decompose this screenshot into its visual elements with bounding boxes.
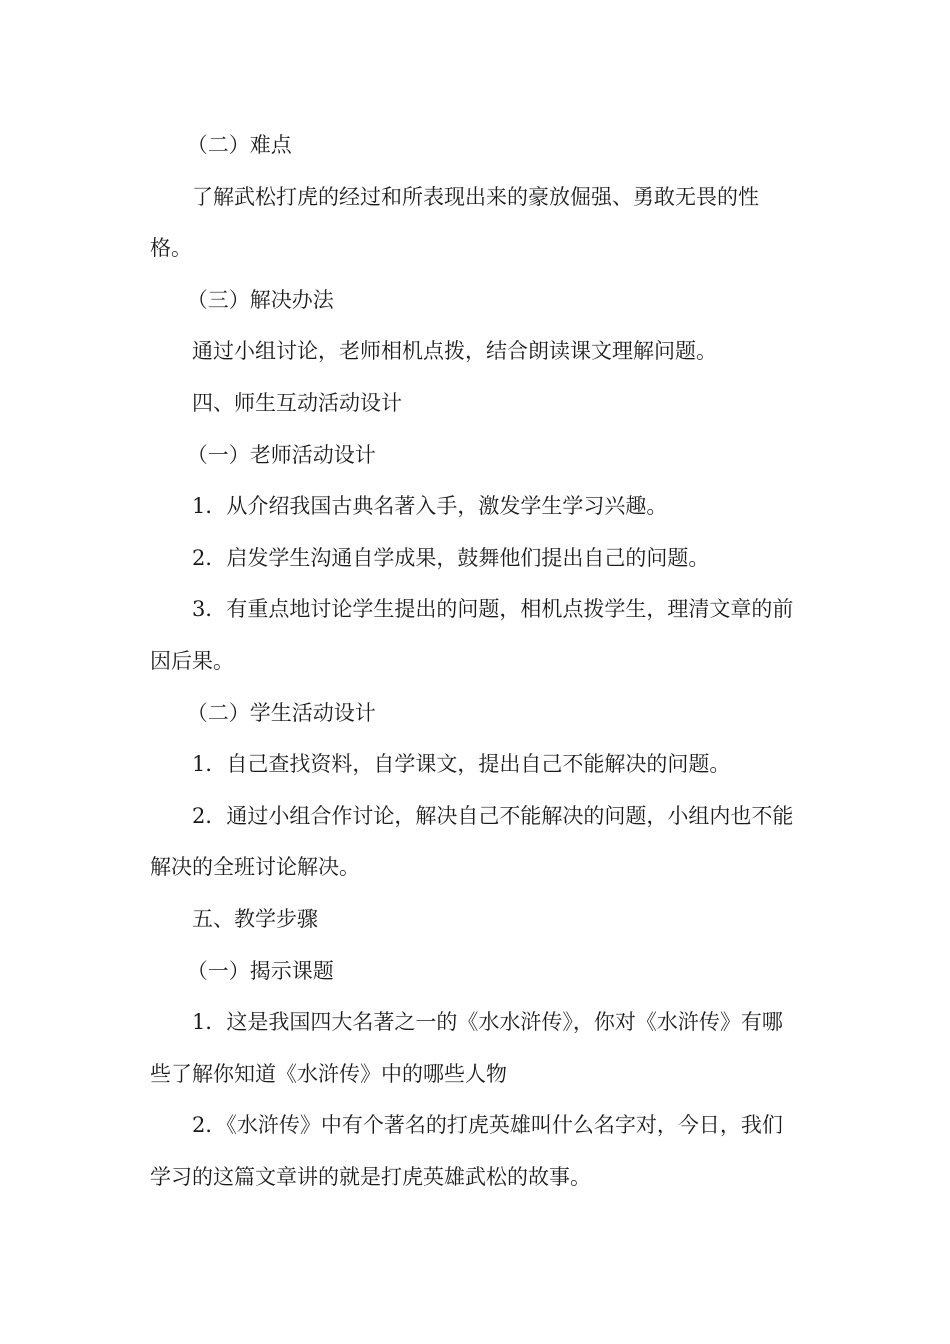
- list-item: 2．通过小组合作讨论，解决自己不能解决的问题，小组内也不能解决的全班讨论解决。: [150, 803, 794, 880]
- list-item: 1．自己查找资料，自学课文，提出自己不能解决的问题。: [192, 752, 731, 777]
- list-item: 1．从介绍我国古典名著入手，激发学生学习兴趣。: [192, 494, 668, 519]
- paragraph-solution: 通过小组讨论，老师相机点拨，结合朗读课文理解问题。: [192, 339, 717, 364]
- heading-reveal-topic: （一）揭示课题: [186, 958, 334, 983]
- heading-teacher-activity: （一）老师活动设计: [186, 442, 376, 467]
- paragraph-difficulty: 了解武松打虎的经过和所表现出来的豪放倔强、勇敢无畏的性格。: [150, 184, 759, 261]
- list-item: 1．这是我国四大名著之一的《水水浒传》，你对《水浒传》有哪些了解你知道《水浒传》中的哪些人物: [150, 1010, 783, 1086]
- list-item: 2．启发学生沟通自学成果，鼓舞他们提出自己的问题。: [192, 545, 710, 570]
- heading-interaction-design: 四、师生互动活动设计: [192, 390, 402, 415]
- heading-teaching-steps: 五、教学步骤: [192, 906, 318, 931]
- heading-difficulty: （二）难点: [186, 133, 292, 157]
- heading-student-activity: （二）学生活动设计: [186, 700, 376, 725]
- list-item: 2．《水浒传》中有个著名的打虎英雄叫什么名字对，今日，我们学习的这篇文章讲的就是打虎英雄武松的故事。: [150, 1113, 783, 1189]
- list-item: 3．有重点地讨论学生提出的问题，相机点拨学生，理清文章的前因后果。: [150, 597, 794, 673]
- document-body: [150, 120, 800, 1203]
- heading-solution: （三）解决办法: [186, 287, 334, 312]
